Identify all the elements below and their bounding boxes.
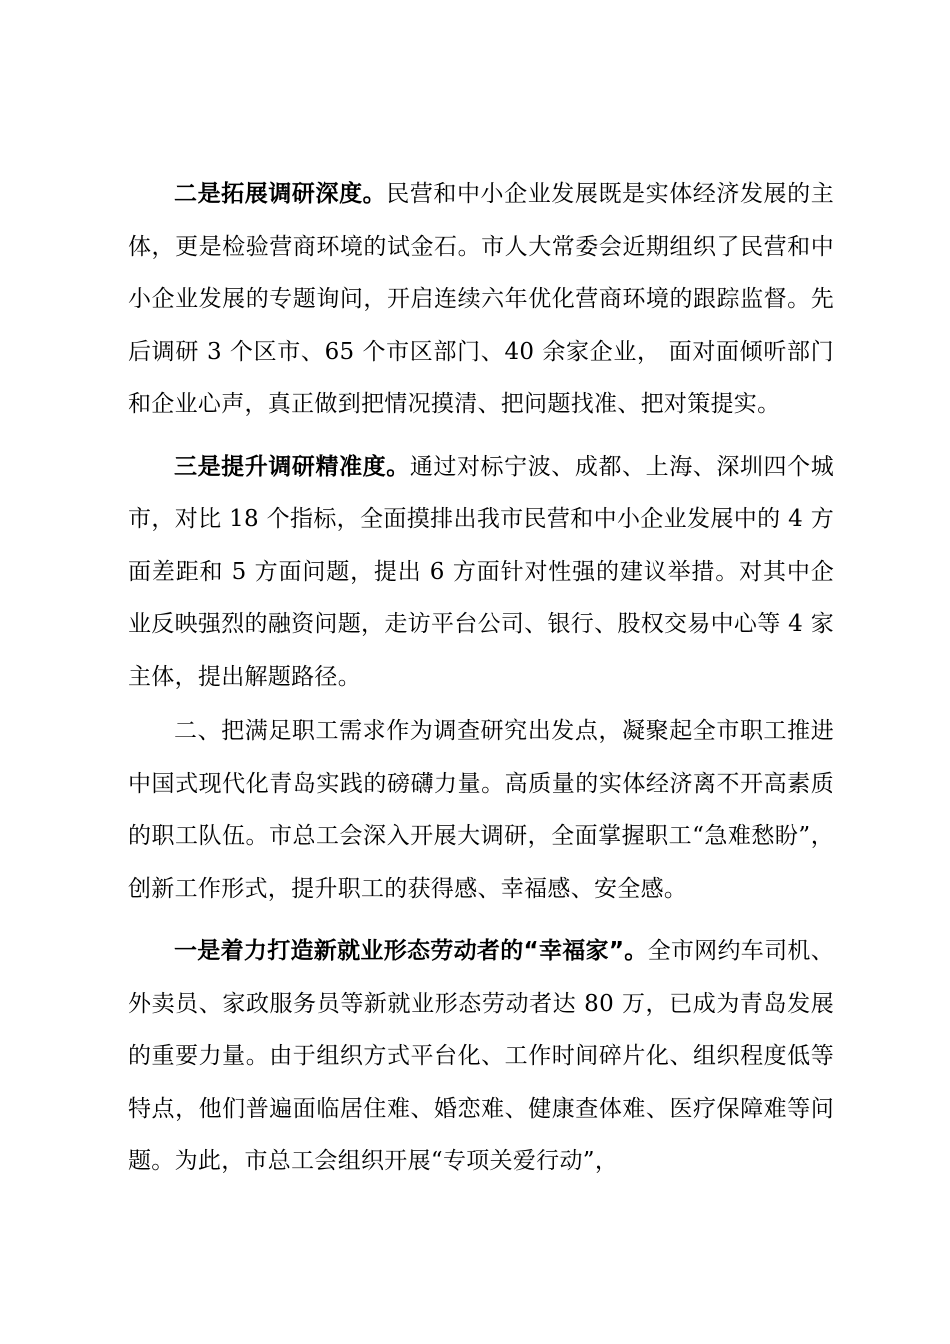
paragraph-text: 全市网约车司机、外卖员、家政服务员等新就业形态劳动者达 80 万，已成为青岛发展的重要力量。由于组织方式平台化、工作时间碎片化、组织程度低等特点，他们普遍面临居住难、婚恋难、健康查体难、医疗保障难等问题。为此，市总工会组织开展“专项关爱行动”， bbox=[128, 938, 834, 1174]
paragraph-lead-heading: 二是拓展调研深度。 bbox=[174, 181, 387, 207]
paragraph-section-two bbox=[128, 705, 834, 915]
paragraph-research-precision bbox=[128, 441, 834, 704]
paragraph-lead-heading: 一是着力打造新就业形态劳动者的“幸福家”。 bbox=[174, 938, 648, 964]
paragraph-happy-home bbox=[128, 925, 834, 1188]
paragraph-research-depth bbox=[128, 168, 834, 431]
paragraph-text: 民营和中小企业发展既是实体经济发展的主体，更是检验营商环境的试金石。市人大常委会近期组织了民营和中小企业发展的专题询问，开启连续六年优化营商环境的跟踪监督。先后调研 3 个区市、65 个市区部门、40 余家企业， 面对面倾听部门和企业心声，真正做到把情况摸清、把问题找准、把对策提实。 bbox=[128, 181, 834, 417]
paragraph-text: 二、把满足职工需求作为调查研究出发点，凝聚起全市职工推进中国式现代化青岛实践的磅礴力量。高质量的实体经济离不开高素质的职工队伍。市总工会深入开展大调研，全面掌握职工“急难愁盼”，创新工作形式，提升职工的获得感、幸福感、安全感。 bbox=[128, 718, 834, 902]
paragraph-text: 通过对标宁波、成都、上海、深圳四个城市，对比 18 个指标，全面摸排出我市民营和中小企业发展中的 4 方面差距和 5 方面问题，提出 6 方面针对性强的建议举措。对其中企业反映强烈的融资问题，走访平台公司、银行、股权交易中心等 4 家主体，提出解题路径。 bbox=[128, 453, 834, 690]
document-body bbox=[128, 168, 834, 1188]
paragraph-lead-heading: 三是提升调研精准度。 bbox=[174, 453, 410, 480]
